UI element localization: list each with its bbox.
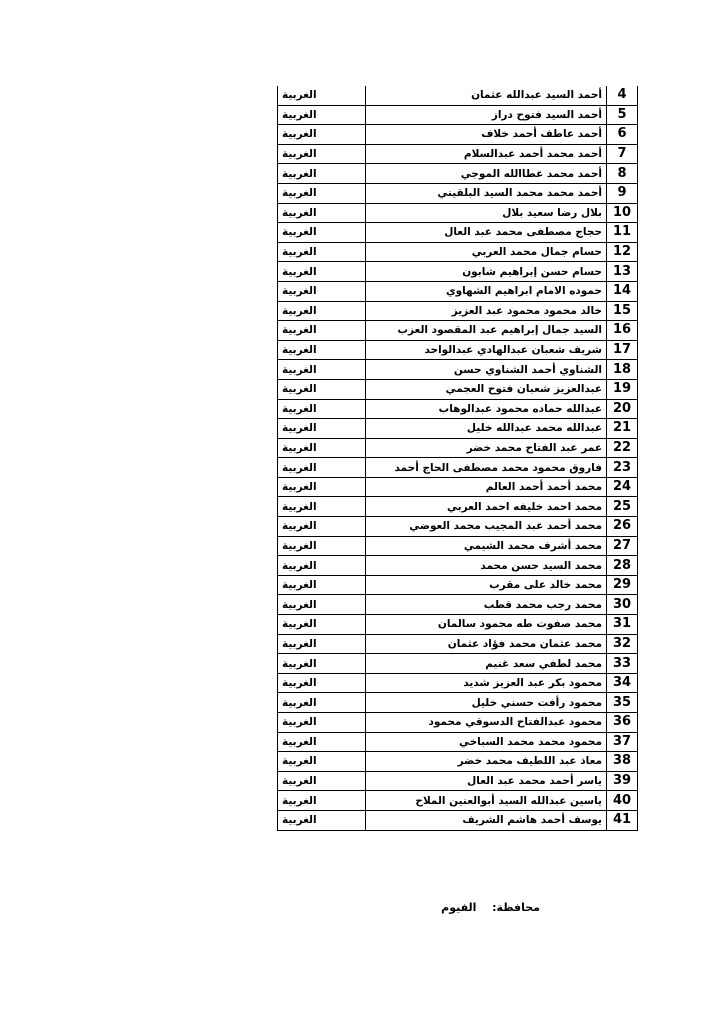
governorate-footer (420, 901, 540, 914)
table-row (278, 301, 638, 321)
row-governorate: الغربية (278, 458, 366, 478)
table-row (278, 242, 638, 262)
row-name: أحمد عاطف أحمد خلاف (366, 125, 607, 145)
row-number: 29 (607, 575, 638, 595)
row-governorate: الغربية (278, 438, 366, 458)
row-number: 37 (607, 732, 638, 752)
row-name: شريف شعبان عبدالهادي عبدالواحد (366, 340, 607, 360)
row-number: 17 (607, 340, 638, 360)
table-row (278, 125, 638, 145)
row-name: محمد عثمان محمد فؤاد عثمان (366, 634, 607, 654)
row-governorate: الغربية (278, 321, 366, 341)
row-number: 24 (607, 477, 638, 497)
table-row (278, 477, 638, 497)
table-row (278, 654, 638, 674)
row-governorate: الغربية (278, 654, 366, 674)
names-table (277, 86, 638, 831)
row-name: يوسف أحمد هاشم الشريف (366, 810, 607, 830)
row-name: محمد أشرف محمد الشيمي (366, 536, 607, 556)
row-name: ياسر أحمد محمد عبد العال (366, 771, 607, 791)
table-row (278, 713, 638, 733)
row-governorate: الغربية (278, 164, 366, 184)
row-number: 26 (607, 517, 638, 537)
row-name: محمد أحمد عبد المجيب محمد العوضي (366, 517, 607, 537)
row-governorate: الغربية (278, 536, 366, 556)
row-governorate: الغربية (278, 497, 366, 517)
table-row (278, 810, 638, 830)
row-number: 19 (607, 379, 638, 399)
row-name: خالد محمود محمود عبد العزيز (366, 301, 607, 321)
row-name: عمر عبد الفتاح محمد خضر (366, 438, 607, 458)
row-name: أحمد محمد محمد السيد البلقيني (366, 183, 607, 203)
row-number: 32 (607, 634, 638, 654)
names-table-body (278, 86, 638, 830)
row-name: محمود بكر عبد العزيز شديد (366, 673, 607, 693)
row-number: 12 (607, 242, 638, 262)
row-number: 31 (607, 615, 638, 635)
row-number: 18 (607, 360, 638, 380)
row-name: أحمد السيد عبدالله عثمان (366, 86, 607, 105)
row-name: أحمد محمد عطاالله الموجي (366, 164, 607, 184)
row-governorate: الغربية (278, 752, 366, 772)
table-row (278, 360, 638, 380)
row-governorate: الغربية (278, 713, 366, 733)
row-governorate: الغربية (278, 144, 366, 164)
row-name: محمد رجب محمد قطب (366, 595, 607, 615)
row-number: 13 (607, 262, 638, 282)
row-governorate: الغربية (278, 791, 366, 811)
table-row (278, 673, 638, 693)
row-name: فاروق محمود محمد مصطفى الحاج أحمد (366, 458, 607, 478)
row-name: معاذ عبد اللطيف محمد خضر (366, 752, 607, 772)
row-number: 8 (607, 164, 638, 184)
row-governorate: الغربية (278, 223, 366, 243)
row-number: 33 (607, 654, 638, 674)
row-name: محمد أحمد أحمد العالم (366, 477, 607, 497)
row-governorate: الغربية (278, 183, 366, 203)
row-governorate: الغربية (278, 301, 366, 321)
row-governorate: الغربية (278, 399, 366, 419)
table-row (278, 379, 638, 399)
row-name: محمود عبدالفتاح الدسوقي محمود (366, 713, 607, 733)
row-governorate: الغربية (278, 281, 366, 301)
row-number: 41 (607, 810, 638, 830)
table-row (278, 86, 638, 105)
row-governorate: الغربية (278, 105, 366, 125)
row-governorate: الغربية (278, 673, 366, 693)
table-row (278, 634, 638, 654)
table-row (278, 595, 638, 615)
row-number: 35 (607, 693, 638, 713)
governorate-value: الفيوم (441, 901, 477, 914)
table-row (278, 791, 638, 811)
row-number: 25 (607, 497, 638, 517)
row-number: 20 (607, 399, 638, 419)
row-name: عبدالله حماده محمود عبدالوهاب (366, 399, 607, 419)
row-name: محمد خالد على مقرب (366, 575, 607, 595)
table-row (278, 144, 638, 164)
table-row (278, 771, 638, 791)
row-governorate: الغربية (278, 556, 366, 576)
row-name: الشناوي أحمد الشناوي حسن (366, 360, 607, 380)
row-governorate: الغربية (278, 419, 366, 439)
row-number: 21 (607, 419, 638, 439)
row-governorate: الغربية (278, 810, 366, 830)
table-row (278, 203, 638, 223)
row-number: 15 (607, 301, 638, 321)
row-number: 23 (607, 458, 638, 478)
row-governorate: الغربية (278, 360, 366, 380)
row-governorate: الغربية (278, 379, 366, 399)
row-name: محمد لطفي سعد غنيم (366, 654, 607, 674)
row-governorate: الغربية (278, 125, 366, 145)
row-name: محمود رأفت حسني خليل (366, 693, 607, 713)
row-governorate: الغربية (278, 477, 366, 497)
row-number: 7 (607, 144, 638, 164)
row-number: 30 (607, 595, 638, 615)
row-number: 27 (607, 536, 638, 556)
row-governorate: الغربية (278, 340, 366, 360)
row-governorate: الغربية (278, 262, 366, 282)
row-name: أحمد محمد أحمد عبدالسلام (366, 144, 607, 164)
row-governorate: الغربية (278, 575, 366, 595)
row-name: ياسين عبدالله السيد أبوالعنين الملاح (366, 791, 607, 811)
row-number: 22 (607, 438, 638, 458)
row-governorate: الغربية (278, 517, 366, 537)
table-row (278, 693, 638, 713)
row-name: حموده الامام ابراهيم الشهاوي (366, 281, 607, 301)
row-name: حسام جمال محمد العربي (366, 242, 607, 262)
table-row (278, 752, 638, 772)
row-number: 40 (607, 791, 638, 811)
table-row (278, 419, 638, 439)
row-governorate: الغربية (278, 693, 366, 713)
row-name: محمد صفوت طه محمود سالمان (366, 615, 607, 635)
row-number: 39 (607, 771, 638, 791)
row-governorate: الغربية (278, 86, 366, 105)
table-row (278, 340, 638, 360)
row-name: حسام حسن إبراهيم شابون (366, 262, 607, 282)
row-name: محمود محمد محمد السباخي (366, 732, 607, 752)
row-number: 6 (607, 125, 638, 145)
row-name: أحمد السيد فتوح دراز (366, 105, 607, 125)
table-row (278, 321, 638, 341)
row-name: عبدالله محمد عبدالله خليل (366, 419, 607, 439)
row-number: 38 (607, 752, 638, 772)
row-governorate: الغربية (278, 771, 366, 791)
row-governorate: الغربية (278, 203, 366, 223)
table-row (278, 223, 638, 243)
row-governorate: الغربية (278, 634, 366, 654)
table-row (278, 458, 638, 478)
row-number: 5 (607, 105, 638, 125)
row-governorate: الغربية (278, 242, 366, 262)
table-row (278, 575, 638, 595)
row-number: 4 (607, 86, 638, 105)
table-row (278, 556, 638, 576)
row-name: السيد جمال إبراهيم عبد المقصود العزب (366, 321, 607, 341)
row-number: 10 (607, 203, 638, 223)
table-row (278, 615, 638, 635)
row-name: محمد احمد خليفه احمد العربي (366, 497, 607, 517)
row-name: حجاج مصطفى محمد عبد العال (366, 223, 607, 243)
table-row (278, 183, 638, 203)
table-row (278, 262, 638, 282)
row-name: عبدالعزيز شعبان فتوح العجمي (366, 379, 607, 399)
row-number: 11 (607, 223, 638, 243)
row-governorate: الغربية (278, 732, 366, 752)
table-row (278, 497, 638, 517)
table-row (278, 164, 638, 184)
row-name: بلال رضا سعيد بلال (366, 203, 607, 223)
governorate-label: محافظة: (492, 901, 540, 914)
table-row (278, 105, 638, 125)
table-row (278, 732, 638, 752)
table-row (278, 281, 638, 301)
row-governorate: الغربية (278, 595, 366, 615)
row-number: 28 (607, 556, 638, 576)
row-governorate: الغربية (278, 615, 366, 635)
row-number: 9 (607, 183, 638, 203)
row-name: محمد السيد حسن محمد (366, 556, 607, 576)
table-row (278, 536, 638, 556)
row-number: 36 (607, 713, 638, 733)
row-number: 14 (607, 281, 638, 301)
table-row (278, 438, 638, 458)
row-number: 16 (607, 321, 638, 341)
table-row (278, 517, 638, 537)
table-row (278, 399, 638, 419)
row-number: 34 (607, 673, 638, 693)
